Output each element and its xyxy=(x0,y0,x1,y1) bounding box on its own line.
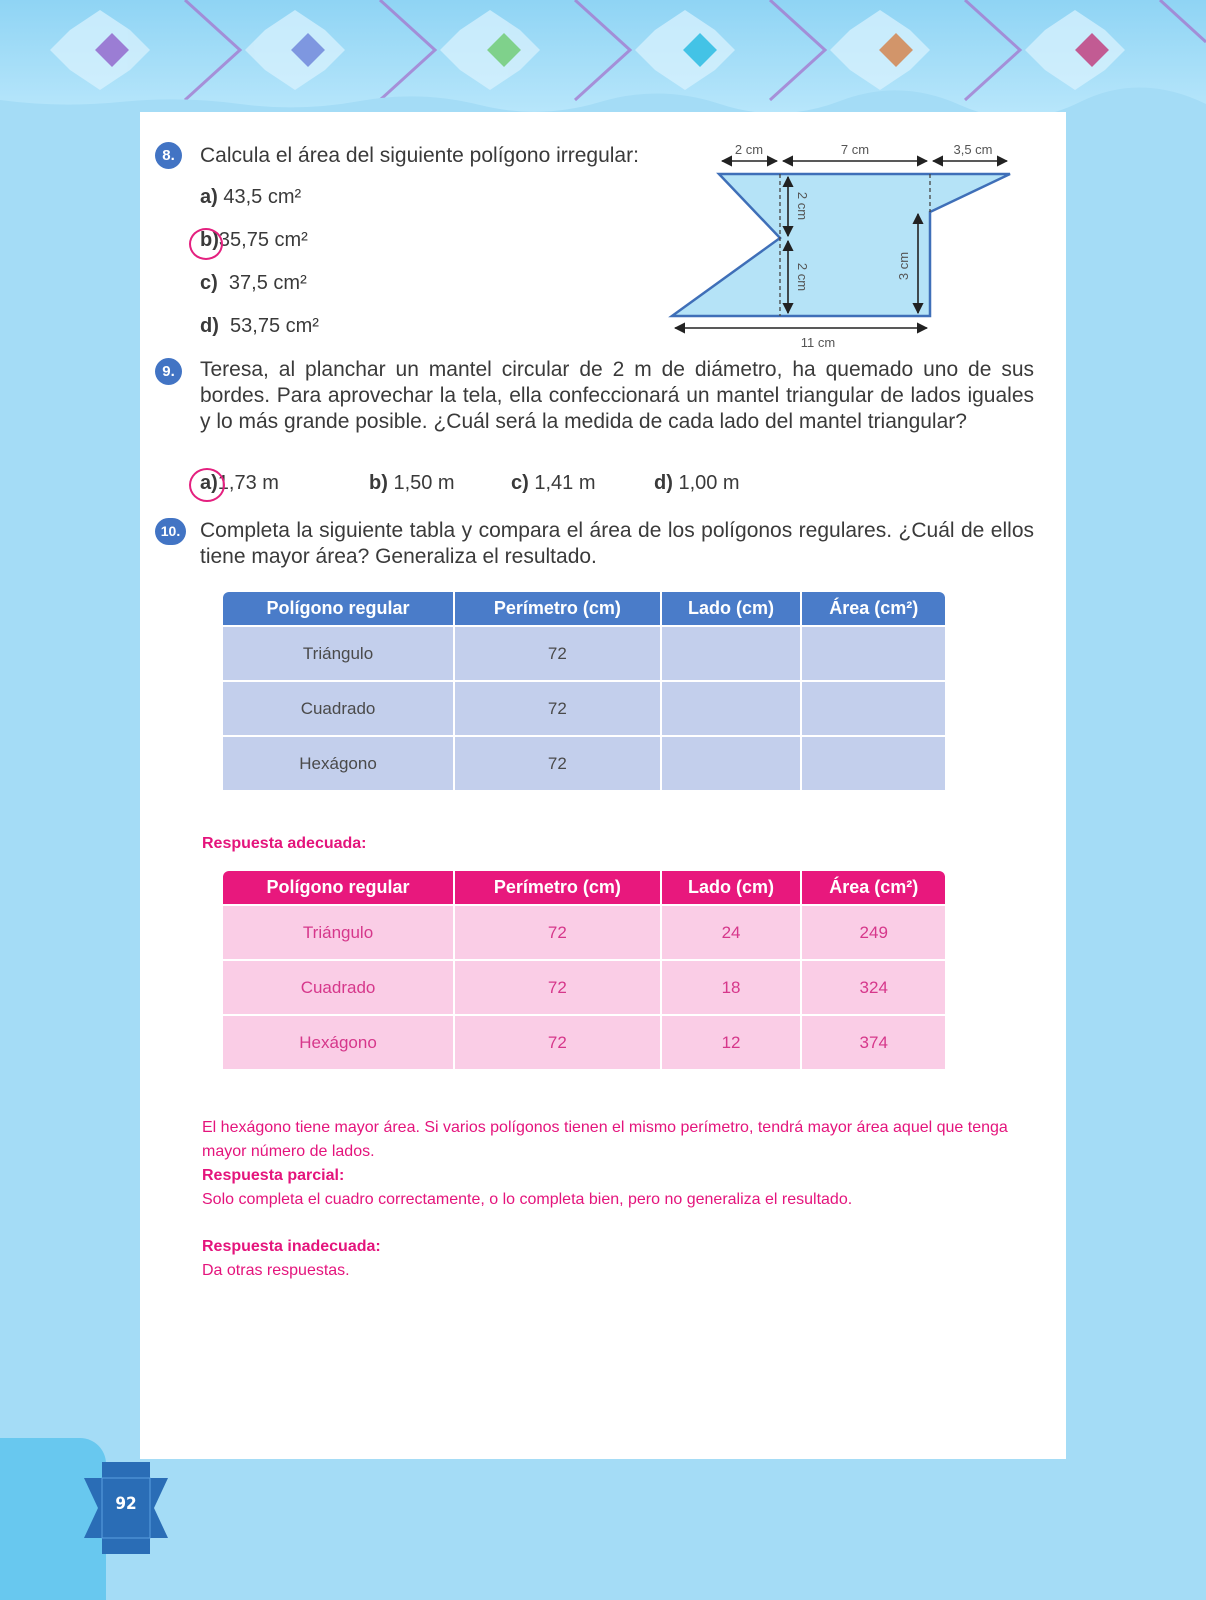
q8-option-a: a) 43,5 cm² xyxy=(200,186,302,208)
table-cell-blank xyxy=(802,680,945,735)
table-cell-blank xyxy=(662,680,803,735)
table-cell-blank xyxy=(802,625,945,680)
q8-answer-circle xyxy=(189,228,223,260)
q8-option-d: d) 53,75 cm² xyxy=(200,315,319,337)
dim-top-left: 2 cm xyxy=(734,142,764,157)
q9-option-a: a)1,73 m xyxy=(200,472,279,494)
answer-conclusion: El hexágono tiene mayor área. Si varios polígonos tienen el mismo perímetro, tendrá mayor área aquel que tenga mayor número de lados. xyxy=(202,1119,1008,1160)
dim-top-right: 3,5 cm xyxy=(953,142,993,157)
q8-option-c: c) 37,5 cm² xyxy=(200,272,307,294)
table-cell-blank xyxy=(662,625,803,680)
table-cell: 72 xyxy=(455,959,662,1014)
table-header-row xyxy=(223,592,945,625)
table-cell: 12 xyxy=(662,1014,803,1069)
table-cell-blank xyxy=(802,735,945,790)
table-cell: Triángulo xyxy=(223,904,455,959)
dim-vert-upper: 2 cm xyxy=(795,191,810,221)
question-8-prompt: Calcula el área del siguiente polígono irregular: xyxy=(200,144,639,167)
table-cell: Cuadrado xyxy=(223,680,455,735)
table-cell: 324 xyxy=(802,959,945,1014)
inadequate-answer-text: Da otras respuestas. xyxy=(202,1262,350,1279)
table-header: Polígono regular xyxy=(223,592,455,625)
table-cell: 72 xyxy=(455,735,662,790)
table-cell: 18 xyxy=(662,959,803,1014)
table-header-row xyxy=(223,871,945,904)
dim-bottom: 11 cm xyxy=(800,335,836,350)
table-cell: Triángulo xyxy=(223,625,455,680)
table-cell: Hexágono xyxy=(223,1014,455,1069)
inadequate-answer-label: Respuesta inadecuada: xyxy=(202,1238,381,1255)
table-row xyxy=(223,625,945,680)
table-header: Perímetro (cm) xyxy=(455,592,662,625)
table-cell: 72 xyxy=(455,680,662,735)
partial-answer-label: Respuesta parcial: xyxy=(202,1167,345,1184)
q9-option-d: d) 1,00 m xyxy=(654,472,740,494)
table-cell: 72 xyxy=(455,625,662,680)
question-table xyxy=(223,592,945,790)
q9-answer-circle xyxy=(189,468,225,502)
question-10-prompt: Completa la siguiente tabla y compara el área de los polígonos regulares. ¿Cuál de ellos tiene mayor área? Generaliza el resultado. xyxy=(200,519,1034,568)
dim-vert-right: 3 cm xyxy=(896,251,911,281)
dim-vert-lower: 2 cm xyxy=(795,262,810,292)
table-row xyxy=(223,735,945,790)
q9-option-c: c) 1,41 m xyxy=(511,472,596,494)
table-header: Perímetro (cm) xyxy=(455,871,662,904)
question-8-badge: 8. xyxy=(155,142,182,169)
dim-top-mid: 7 cm xyxy=(840,142,870,157)
table-header: Lado (cm) xyxy=(662,871,803,904)
table-row xyxy=(223,959,945,1014)
table-cell: 72 xyxy=(455,1014,662,1069)
answer-table xyxy=(223,871,945,1069)
table-cell: 374 xyxy=(802,1014,945,1069)
page-number: 92 xyxy=(115,1494,137,1514)
table-cell: Cuadrado xyxy=(223,959,455,1014)
table-row xyxy=(223,1014,945,1069)
table-row xyxy=(223,904,945,959)
question-9-badge: 9. xyxy=(155,358,182,385)
table-header: Lado (cm) xyxy=(662,592,803,625)
table-header: Polígono regular xyxy=(223,871,455,904)
table-cell: 24 xyxy=(662,904,803,959)
table-cell: Hexágono xyxy=(223,735,455,790)
q8-option-b: b)35,75 cm² xyxy=(200,229,308,251)
partial-answer-text: Solo completa el cuadro correctamente, o lo completa bien, pero no generaliza el resultado. xyxy=(202,1191,853,1208)
table-header: Área (cm²) xyxy=(802,871,945,904)
table-cell-blank xyxy=(662,735,803,790)
table-cell: 249 xyxy=(802,904,945,959)
adequate-answer-label: Respuesta adecuada: xyxy=(202,835,367,852)
q9-option-b: b) 1,50 m xyxy=(369,472,455,494)
table-cell: 72 xyxy=(455,904,662,959)
table-header: Área (cm²) xyxy=(802,592,945,625)
polygon-shape xyxy=(672,174,1010,316)
irregular-polygon-figure xyxy=(660,134,1020,354)
decorative-banner xyxy=(0,0,1206,112)
question-9-prompt: Teresa, al planchar un mantel circular de 2 m de diámetro, ha quemado uno de sus bordes. Para aprovechar la tela, ella confeccionará un mantel triangular de lados iguales y lo más grande posible. ¿Cuál será la medida de cada lado del mantel triangular? xyxy=(200,358,1034,433)
table-row xyxy=(223,680,945,735)
question-10-badge: 10. xyxy=(155,518,186,545)
